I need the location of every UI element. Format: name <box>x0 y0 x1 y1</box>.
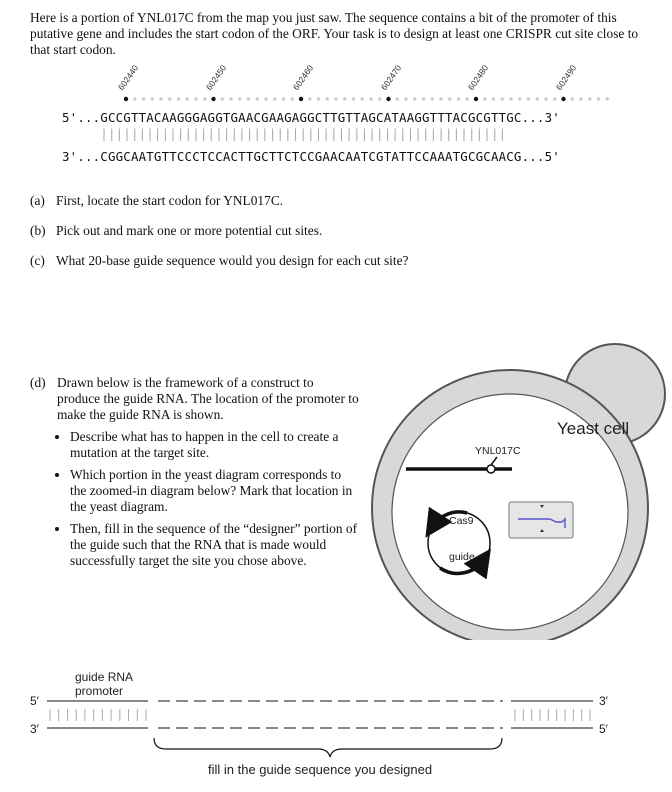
ruler-dot <box>483 97 486 100</box>
ruler-dot <box>396 97 399 100</box>
ruler-major-dot <box>124 97 128 101</box>
ruler-dot <box>264 97 267 100</box>
top-strand-sequence: 5'...GCCGTTACAAGGGAGGTGAACGAAGAGGCTTGTTAGCATAAGGTTTACGCGTTGC...3' <box>62 110 560 125</box>
base-pair-lines: ||||||||||||||||||||||||||||||||||||||||||||||||||||| <box>62 126 507 141</box>
ruler-dot <box>422 97 425 100</box>
fill-in-brace <box>154 738 502 757</box>
ruler-dot <box>361 97 364 100</box>
question-c-text: What 20-base guide sequence would you design for each cut site? <box>56 253 409 268</box>
ruler-dot <box>404 97 407 100</box>
ruler-dot <box>194 97 197 100</box>
question-a-label: (a) <box>30 193 45 208</box>
ruler-major-dot <box>299 97 303 101</box>
top-left-end: 5′ <box>30 694 39 708</box>
top-right-end: 3′ <box>599 694 608 708</box>
ruler-dot <box>509 97 512 100</box>
ruler-major-dot <box>386 97 390 101</box>
ruler-dot <box>168 97 171 100</box>
ruler-dot <box>579 97 582 100</box>
ruler-dot <box>247 97 250 100</box>
ruler-dot <box>186 97 189 100</box>
ruler-dot <box>527 97 530 100</box>
question-b-label: (b) <box>30 223 46 238</box>
question-b-text: Pick out and mark one or more potential cut sites. <box>56 223 323 238</box>
ruler-tick-label: 602480 <box>465 63 491 92</box>
ruler-dot <box>597 97 600 100</box>
bottom-left-end: 3′ <box>30 722 39 736</box>
promoter-label-line2: promoter <box>75 684 124 698</box>
cas9-label: Cas9 <box>449 515 474 527</box>
ruler-dot <box>291 97 294 100</box>
ruler-tick-label: 602470 <box>378 63 403 92</box>
question-d-text: Drawn below is the framework of a construct to produce the guide RNA. The location of the promoter to make the guide RNA is shown. <box>57 375 359 422</box>
ruler-dot <box>518 97 521 100</box>
question-a <box>30 193 283 209</box>
ruler-dot <box>203 97 206 100</box>
question-a-text: First, locate the start codon for YNL017C. <box>56 193 284 208</box>
question-d-bullets <box>30 429 360 569</box>
ruler-major-dot <box>474 97 478 101</box>
ruler-dot <box>282 97 285 100</box>
guide-label: guide <box>449 551 475 563</box>
yeast-cell-title: Yeast cell <box>557 419 630 438</box>
ruler-tick-label: 602450 <box>203 63 228 92</box>
promoter-base-pairs <box>50 709 146 721</box>
bullet-item: • Then, fill in the sequence of the “designer” portion of the guide such that the RNA that is made would successfully target the site you chose above. <box>70 521 360 569</box>
ruler-dots <box>124 97 609 101</box>
ruler-dot <box>466 97 469 100</box>
ruler-dot <box>343 97 346 100</box>
question-c-label: (c) <box>30 253 45 268</box>
ruler-major-dot <box>561 97 565 101</box>
bullet-item: • Describe what has to happen in the cell to create a mutation at the target site. <box>70 429 360 461</box>
ruler-dot <box>334 97 337 100</box>
ruler-major-dot <box>211 97 215 101</box>
gene-locus-marker <box>487 465 495 473</box>
ruler-dot <box>369 97 372 100</box>
question-b <box>30 223 322 239</box>
guide-construct-diagram <box>0 660 672 792</box>
ruler-dot <box>238 97 241 100</box>
yeast-cell-diagram <box>360 330 672 640</box>
ruler-dot <box>501 97 504 100</box>
ruler-dot <box>326 97 329 100</box>
bottom-right-end: 5′ <box>599 722 608 736</box>
ruler-dot <box>229 97 232 100</box>
bottom-strand-sequence: 3'...CGGCAATGTTCCCTCCACTTGCTTCTCCGAACAATCGTATTCCAAATGCGCAACG...5' <box>62 149 560 164</box>
ruler-dot <box>151 97 154 100</box>
ruler-dot <box>571 97 574 100</box>
ruler-dot <box>457 97 460 100</box>
ruler-dot <box>256 97 259 100</box>
intro-paragraph: Here is a portion of YNL017C from the map you just saw. The sequence contains a bit of the promoter of this putative gene and includes the start codon of the ORF. Your task is to design at least one CRISPR cut site close to that start codon. <box>30 10 639 57</box>
ruler-dot <box>544 97 547 100</box>
ruler-dot <box>221 97 224 100</box>
ruler-dot <box>352 97 355 100</box>
question-c <box>30 253 409 269</box>
promoter-label-line1: guide RNA <box>75 670 134 684</box>
question-d <box>30 375 360 575</box>
ruler-dot <box>159 97 162 100</box>
ruler-dot <box>133 97 136 100</box>
question-d-label: (d) <box>30 375 46 390</box>
ruler-dot <box>448 97 451 100</box>
ruler-dot <box>378 97 381 100</box>
ruler-dot <box>431 97 434 100</box>
ruler-tick-label: 602460 <box>290 63 316 92</box>
ruler-dot <box>273 97 276 100</box>
ruler-dot <box>142 97 145 100</box>
bullet-item: • Which portion in the yeast diagram corresponds to the zoomed-in diagram below? Mark that location in the yeast diagram. <box>70 467 360 515</box>
ruler-dot <box>606 97 609 100</box>
fill-in-caption: fill in the guide sequence you designed <box>208 762 433 777</box>
ruler-dot <box>308 97 311 100</box>
ruler-dot <box>413 97 416 100</box>
terminator-base-pairs <box>515 709 590 721</box>
ruler-tick-label: 602490 <box>553 63 578 92</box>
ruler-dot <box>439 97 442 100</box>
ruler-dot <box>553 97 556 100</box>
gene-label: YNL017C <box>475 445 521 457</box>
ruler-tick-label: 602440 <box>115 63 141 92</box>
ruler-dot <box>177 97 180 100</box>
ruler-dot <box>492 97 495 100</box>
ruler-dot <box>588 97 591 100</box>
ruler-dot <box>317 97 320 100</box>
ruler-dot <box>536 97 539 100</box>
